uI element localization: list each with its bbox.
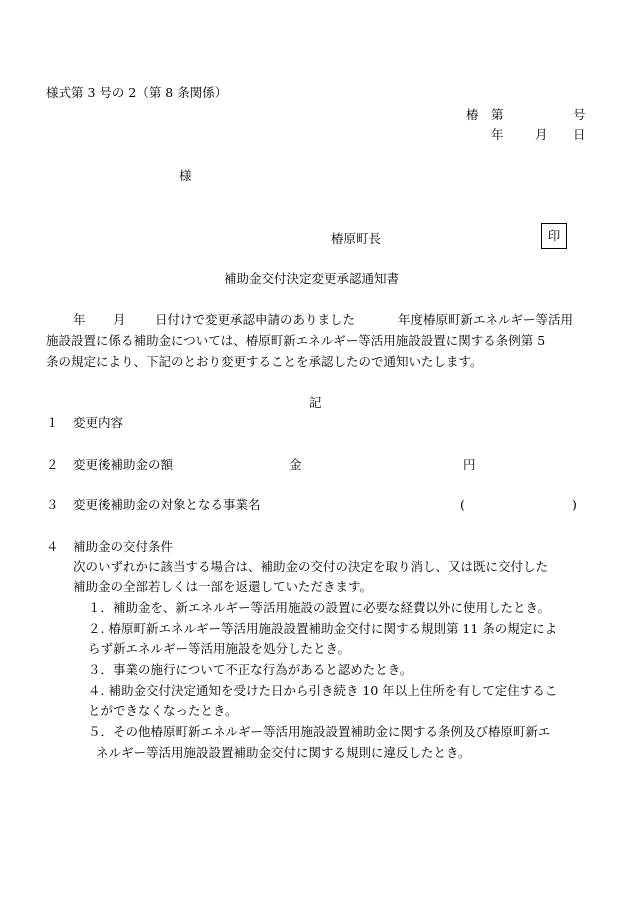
issuer-name: 椿原町長 xyxy=(331,231,382,246)
body-month: 月 xyxy=(113,312,126,327)
body-text-2: 施設設置に係る補助金については、椿原町新エネルギー等活用施設設置に関する条例第 5 xyxy=(46,333,546,348)
ki-heading: 記 xyxy=(309,395,322,410)
form-label: 様式第 3 号の 2（第 8 条関係） xyxy=(46,85,228,100)
seal-stamp: 印 xyxy=(541,223,567,249)
condition-3: ３．事業の施行について不正な行為があると認めたとき。 xyxy=(88,662,413,677)
body-text-1a: 日付けで変更承認申請のありました xyxy=(155,312,356,327)
item2-yen: 円 xyxy=(463,457,476,472)
item1-label: 変更内容 xyxy=(73,415,124,430)
body-text-3: 条の規定により、下記のとおり変更することを承認したので通知いたします。 xyxy=(46,354,483,369)
date-year: 年 xyxy=(491,127,504,142)
item4-number: ４ xyxy=(46,539,59,554)
item3-close-paren: ) xyxy=(572,497,577,512)
item2-number: ２ xyxy=(46,457,59,472)
item2-label: 変更後補助金の額 xyxy=(73,457,174,472)
doc-number-suffix: 号 xyxy=(573,107,586,122)
condition-4a: ４. 補助金交付決定通知を受けた日から引き続き 10 年以上住所を有して定住するこ xyxy=(88,683,558,698)
condition-1: １．補助金を、新エネルギー等活用施設の設置に必要な経費以外に使用したとき。 xyxy=(88,600,551,615)
condition-5a: ５．その他椿原町新エネルギー等活用施設設置補助金に関する条例及び椿原町新エ xyxy=(88,724,551,739)
item4-intro-2: 補助金の全部若しくは一部を返還していただきます。 xyxy=(73,579,373,594)
addressee-suffix: 様 xyxy=(179,168,192,183)
date-month: 月 xyxy=(535,127,548,142)
doc-number-middle: 第 xyxy=(491,107,504,122)
item3-number: ３ xyxy=(46,497,59,512)
condition-5b: ネルギー等活用施設設置補助金交付に関する規則に違反したとき。 xyxy=(96,745,471,760)
item4-label: 補助金の交付条件 xyxy=(73,539,174,554)
body-year: 年 xyxy=(73,312,86,327)
doc-number-prefix: 椿 xyxy=(466,107,479,122)
document-title: 補助金交付決定変更承認通知書 xyxy=(224,271,400,286)
item4-intro-1: 次のいずれかに該当する場合は、補助金の交付の決定を取り消し、又は既に交付した xyxy=(73,559,549,574)
condition-2a: ２. 椿原町新エネルギー等活用施設設置補助金交付に関する規則第 11 条の規定によ xyxy=(88,621,558,636)
date-day: 日 xyxy=(573,127,586,142)
body-text-1b: 年度椿原町新エネルギー等活用 xyxy=(398,312,574,327)
condition-4b: とができなくなったとき。 xyxy=(88,703,238,718)
item2-kin: 金 xyxy=(289,457,302,472)
condition-2b: らず新エネルギー等活用施設を処分したとき。 xyxy=(88,641,351,656)
item3-label: 変更後補助金の対象となる事業名 xyxy=(73,497,261,512)
item3-open-paren: ( xyxy=(460,497,465,512)
item1-number: １ xyxy=(46,415,59,430)
